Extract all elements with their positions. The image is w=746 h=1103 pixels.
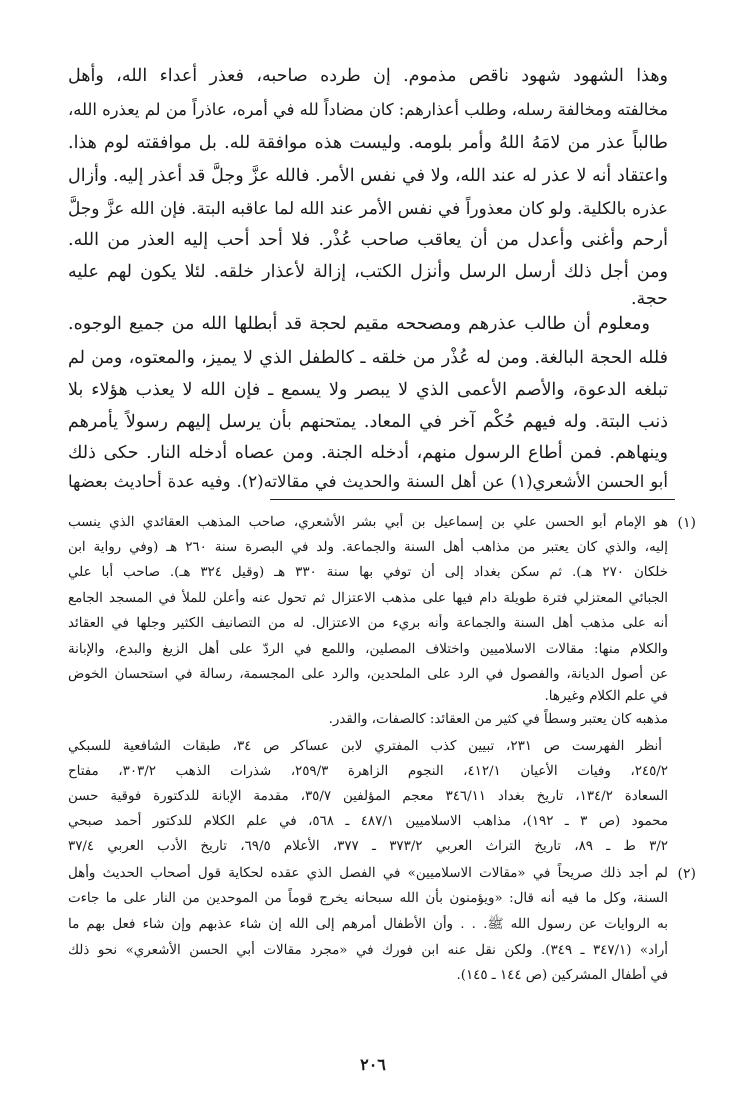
body-line: أبو الحسن الأشعري(١) عن أهل السنة والحديث في مقالاته(٢). وفيه عدة أحاديث بعضها [68, 472, 668, 491]
body-line: مخالفته ومخالفة رسله، وطلب أعذارهم: كان مضاداً لله في أمره، عاذراً من لم يعذره الله، [68, 100, 668, 119]
footnote-line: به الروايات عن رسول الله ﷺ. . . وأن الأطفال أمرهم إلى الله إن شاء عذبهم وإن شاء فعل بهم ما [68, 917, 668, 932]
footnote-line: محمود (ص ٣ ـ ١٩٢)، مذاهب الاسلاميين ٤٨٧/١ ـ ٥٦٨، في علم الكلام للدكتور أحمد صبحي [68, 814, 669, 829]
footnote-line: ٣/٢ ط ـ ٨٩، تاريخ التراث العربي ٣٧٣/٢ ـ ٣٧٧، الأعلام ٦٩/٥، تاريخ الأدب العربي ٣٧/٤ [68, 839, 668, 854]
footnote-line: لم أجد ذلك صريحاً في «مقالات الاسلاميين» في الفصل الذي عقده لحكاية قول أصحاب الحديث وأهل [68, 866, 668, 881]
footnote-number: (١) [677, 515, 696, 531]
body-line: وينهاهم. فمن أطاع الرسول منهم، أدخله الجنة. ومن عصاه أدخله النار. حكى ذلك [68, 443, 668, 463]
body-line: ومعلوم أن طالب عذرهم ومصححه مقيم لحجة قد أبطلها الله من جميع الوجوه. [68, 314, 650, 334]
footnote-line: هو الإمام أبو الحسن علي بن إسماعيل بن أبي بشر الأشعري، صاحب المذهب العقائدي الذي ينسب [68, 515, 668, 530]
body-line: ذنب البتة. وله فيهم حُكْم آخر في المعاد. يمتحنهم بأن يرسل إليهم رسولاً يأمرهم [68, 412, 668, 432]
body-line: تبلغه الدعوة، والأصم الأعمى الذي لا يبصر ولا يسمع ـ فإن الله لا يعذب هؤلاء بلا [68, 380, 668, 400]
footnote-line: أراد» (٣٤٧/١ ـ ٣٤٩). ولكن نقل عنه ابن فورك في «مجرد مقالات أبي الحسن الأشعري» نحو ذلك [68, 943, 668, 958]
body-line: طالباً عذر من لامَهُ اللهُ وأمر بلومه. وليست هذه موافقة لله. بل موافقته لوم هذا. [68, 133, 668, 153]
footnote-line: أنه على مذهب أهل السنة والجماعة وأنه بريء من الاعتزال. له من التصانيف الكثير وجلها في العقائد [68, 616, 668, 631]
body-line: وهذا الشهود شهود ناقص مذموم. إن طرده صاحبه، فعذر أعداء الله، وأهل [68, 66, 668, 86]
footnote-line: في علم الكلام وغيرها. [544, 689, 668, 704]
footnote-line: السنة، وكل ما فيه أنه قال: «ويؤمنون بأن الله سبحانه يخرج قوماً من الموحدين من النار على ما جاءت [68, 891, 668, 906]
body-line: حجة. [630, 289, 668, 309]
footnote-divider [270, 499, 675, 500]
footnote-line: ٢٤٥/٢، وفيات الأعيان ٤١٢/١، النجوم الزاهرة ٢٥٩/٣، شذرات الذهب ٣٠٣/٢، مفتاح [68, 764, 668, 779]
footnote-line: عن أصول الديانة، والفصول في الرد على الملحدين، والرد على المجسمة، رسالة في استحسان الخوض [68, 667, 668, 682]
body-line: ومن أجل ذلك أرسل الرسل وأنزل الكتب، إزالة لأعذار خلقه. لئلا يكون لهم عليه [68, 262, 668, 282]
body-line: أرحم وأغنى وأعدل من أن يعاقب صاحب عُذْر. فلا أحد أحب إليه العذر من الله. [68, 230, 668, 250]
footnote-line: خلكان ٢٧٠ هـ). ثم سكن بغداد إلى أن توفي بها سنة ٣٣٠ هـ (وقيل ٣٢٤ هـ). صاحب أبا علي [68, 565, 668, 580]
body-line: واعتقاد أنه لا عذر له عند الله، ولا في نفس الأمر. فالله عزَّ وجلَّ قد أعذر إليه. وأزال [68, 166, 668, 186]
footnote-line: مذهبه كان يعتبر وسطاً في كثير من العقائد: كالصفات، والقدر. [328, 712, 668, 727]
footnote-line: إليه، والذي كان يعتبر من مذاهب أهل السنة والجماعة. ولد في البصرة سنة ٢٦٠ هـ (وفي رواية ابن [68, 540, 668, 555]
footnote-line: السعادة ١٣٤/٢، تاريخ بغداد ٣٤٦/١١ معجم المؤلفين ٣٥/٧، مقدمة الإبانة للدكتورة فوقية حسن [68, 789, 669, 804]
footnote-number: (٢) [677, 866, 696, 882]
footnote-line: أنظر الفهرست ص ٢٣١، تبيين كذب المفتري لابن عساكر ص ٣٤، طبقات الشافعية للسبكي [68, 739, 662, 754]
footnote-line: الجبائي المعتزلي فترة طويلة دام فيها على مذهب الاعتزال ثم تحول عنه وأعلن للملأ في المسجد الجامع [68, 591, 668, 606]
page-number: ٢٠٦ [360, 1055, 386, 1074]
body-line: عذره بالكلية. ولو كان معذوراً في نفس الأمر عند الله لما عاقبه البتة. فإن الله عزَّ وجلَّ [68, 198, 668, 218]
footnote-line: والكلام منها: مقالات الاسلاميين واختلاف المصلين، واللمع في الردّ على أهل الزيغ والبدع، والإبانة [68, 642, 668, 657]
body-line: فلله الحجة البالغة. ومن له عُذْر من خلقه ـ كالطفل الذي لا يميز، والمعتوه، ومن لم [68, 348, 668, 368]
footnote-line: في أطفال المشركين (ص ١٤٤ ـ ١٤٥). [456, 968, 668, 983]
